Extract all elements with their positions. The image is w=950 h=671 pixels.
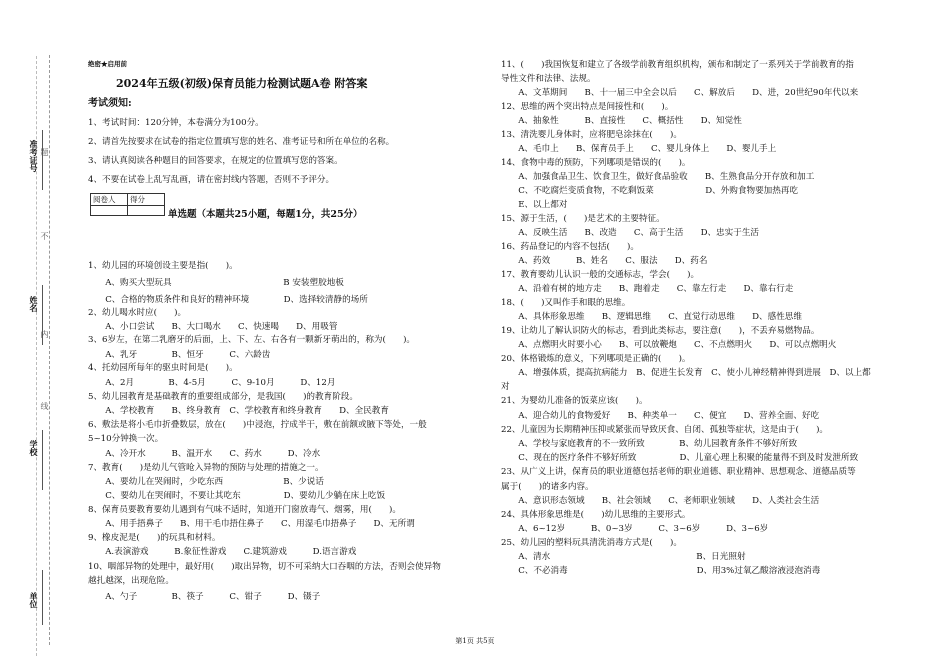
- question-line: A、加强食品卫生、饮食卫生，做好食品验收 B、生熟食品分开存放和加工: [501, 172, 815, 182]
- question-line: A、抽象性 B、直接性 C、概括性 D、知觉性: [501, 116, 742, 126]
- question-line: C、现在的医疗条件不够好所致 D、儿童心理上积聚的能量得不到及时发泄所致: [501, 453, 859, 463]
- secret-label: 绝密★启用前: [88, 60, 127, 68]
- question-line: A、迎合幼儿的食物爱好 B、种类单一 C、便宜 D、营养全面、好吃: [501, 411, 820, 421]
- question-line: A、沿着有树的地方走 B、跑着走 C、靠左行走 D、靠右行走: [501, 284, 794, 294]
- question-line: 11、( )我国恢复和建立了各级学前教育组织机构，颁布和制定了一系列关于学前教育的指: [501, 60, 854, 70]
- question-line: A、学校与家庭教育的不一致所致 B、幼儿园教育条件不够好所致: [501, 439, 798, 449]
- question-line: A、毛巾上 B、保育员手上 C、婴儿身体上 D、婴儿手上: [501, 144, 777, 154]
- question-line: 3、6岁左，在第二乳磨牙的后面，上、下、左、右各有一颗新牙萌出的，称为( )。: [88, 335, 416, 345]
- question-line: 5、幼儿园教育是基础教育的重要组成部分，是我国( )的教育阶段。: [88, 392, 358, 402]
- notice-item: 1、考试时间：120分钟，本卷满分为100分。: [88, 118, 264, 128]
- question-line: A、要幼儿在哭闹时，少吃东西 B、少说话: [88, 477, 324, 487]
- notice-item: 4、不要在试卷上乱写乱画，请在密封线内答题，否则不予评分。: [88, 175, 335, 185]
- seal-mark-inside: 内: [40, 330, 49, 338]
- notice-item: 2、请首先按要求在试卷的指定位置填写您的姓名、准考证号和所在单位的名称。: [88, 137, 395, 147]
- grader-label: 阅卷人: [91, 194, 128, 206]
- question-line: 对: [501, 382, 510, 392]
- name-label: 姓名: [29, 296, 39, 312]
- question-line: A、药效 B、姓名 C、服法 D、药名: [501, 256, 708, 266]
- notice-title: 考试须知:: [88, 98, 132, 109]
- question-line: A、增强体质，提高抗病能力 B、促进生长发育 C、使小儿神经精神得到进展 D、以上都: [501, 368, 871, 378]
- question-line: 7、教育( )是幼儿气管呛入异物的预防与处理的措施之一。: [88, 463, 324, 473]
- grader-field[interactable]: [91, 206, 128, 216]
- question-line: A、勺子 B、筷子 C、钳子 D、镊子: [88, 592, 321, 602]
- question-line: 19、让幼儿了解认识防火的标志，看到此类标志，要注意( )，不丢弃易燃物品。: [501, 326, 820, 336]
- question-line: C、合格的物质条件和良好的精神环境 D、选择较清静的场所: [88, 295, 368, 305]
- question-line: 18、( )又叫作手和眼的思维。: [501, 298, 631, 308]
- school-label: 学校: [29, 440, 39, 456]
- question-line: 13、清洗婴儿身体时，应将肥皂涂抹在( )。: [501, 130, 682, 140]
- question-line: 8、保育员要教育要幼儿遇到有气味不适时，知道开门窗放毒气、烟雾，用( )。: [88, 505, 401, 515]
- question-line: 17、教育婴幼儿认识一般的交通标志，学会( )。: [501, 270, 700, 280]
- question-line: A、具体形象思维 B、逻辑思维 C、直觉行动思维 D、感性思维: [501, 312, 802, 322]
- seal-mark-not: 不: [40, 232, 49, 240]
- question-line: 12、思维的两个突出特点是间接性和( )。: [501, 102, 674, 112]
- question-line: 15、源于生活，( )是艺术的主要特征。: [501, 214, 665, 224]
- question-line: 16、药品登记的内容不包括( )。: [501, 242, 639, 252]
- binding-margin: [0, 0, 60, 671]
- question-line: 2、幼儿喝水时应( )。: [88, 308, 187, 318]
- question-line: 10、咽部异物的处理中，最好用( )取出异物，切不可采纳大口吞咽的方法，否则会使异物: [88, 562, 441, 572]
- question-line: 22、儿童因为长期精神压抑或紧张而导致厌食、自闭、孤独等症状，这是由于( )。: [501, 425, 829, 435]
- question-line: A、冷开水 B、温开水 C、药水 D、冷水: [88, 449, 321, 459]
- score-field[interactable]: [128, 206, 165, 216]
- question-line: A、购买大型玩具 B 安装塑胶地板: [88, 278, 344, 288]
- question-line: C、不必消毒 D、用3%过氧乙酸溶液浸泡消毒: [501, 566, 821, 576]
- question-line: A、点燃明火时要小心 B、可以放鞭炮 C、不点燃明火 D、可以点燃明火: [501, 340, 837, 350]
- exam-number-field-line: [42, 130, 43, 190]
- question-line: 导性文件和法律、法规。: [501, 74, 596, 84]
- question-line: C、要幼儿在哭闹时，不要让其吃东 D、要幼儿少躺在床上吃饭: [88, 491, 386, 501]
- seal-line: [49, 55, 50, 645]
- question-line: C、不吃腐烂变质食物，不吃剩饭菜 D、外购食物要加热再吃: [501, 186, 799, 196]
- seal-mark-line: 线: [40, 402, 49, 410]
- unit-field-line: [42, 570, 43, 625]
- school-field-line: [42, 430, 43, 490]
- question-line: A、用手捂鼻子 B、用干毛巾捂住鼻子 C、用湿毛巾捂鼻子 D、无所谓: [88, 519, 415, 529]
- question-line: A、文革期间 B、十一届三中全会以后 C、解放后 D、进，20世纪90年代以来: [501, 88, 859, 98]
- question-line: A.表演游戏 B.象征性游戏 C.建筑游戏 D.语言游戏: [88, 547, 357, 557]
- question-line: 25、幼儿园的塑料玩具清洗消毒方式是( )。: [501, 538, 682, 548]
- question-line: 6、敷法是将小毛巾折叠数层，放在( )中浸泡，拧成半干，敷在前额或腋下等处，一般: [88, 420, 427, 430]
- question-line: A、乳牙 B、恒牙 C、六龄齿: [88, 350, 271, 360]
- question-line: 20、体格锻炼的意义，下列哪项是正确的( )。: [501, 354, 691, 364]
- exam-number-label: 准考证号: [29, 140, 39, 172]
- question-line: 4、托幼园所每年的驱虫时间是( )。: [88, 363, 238, 373]
- question-line: 越扎越深，出现危险。: [88, 576, 174, 586]
- question-line: E、以上都对: [501, 200, 568, 210]
- unit-label: 单位: [29, 592, 39, 608]
- question-line: 属于( )的诸多内容。: [501, 482, 594, 492]
- seal-mark-question: 题: [40, 148, 49, 156]
- question-line: A、清水 B、日光照射: [501, 552, 746, 562]
- question-line: 24、具体形象思维是( )幼儿思维的主要形式。: [501, 510, 691, 520]
- question-line: A、小口尝试 B、大口喝水 C、快速喝 D、用吸管: [88, 322, 338, 332]
- question-line: A、学校教育 B、终身教育 C、学校教育和终身教育 D、全民教育: [88, 406, 389, 416]
- question-line: A、6~12岁 B、0~3岁 C、3~6岁 D、3~6岁: [501, 524, 769, 534]
- section-title: 单选题（本题共25小题，每题1分，共25分）: [168, 209, 363, 220]
- exam-title: 2024年五级(初级)保育员能力检测试题A卷 附答案: [116, 77, 368, 90]
- question-line: 23、从广义上讲，保育员的职业道德包括老师的职业道德、职业精神、思想观念、道德品质等: [501, 467, 856, 477]
- question-line: A、反映生活 B、改造 C、高于生活 D、忠实于生活: [501, 228, 760, 238]
- question-line: 14、食物中毒的预防，下列哪项是错误的( )。: [501, 158, 691, 168]
- score-label: 得分: [128, 194, 165, 206]
- question-line: 1、幼儿园的环境创设主要是指( )。: [88, 261, 238, 271]
- page-footer: 第1页 共5页: [455, 637, 495, 645]
- question-line: 5~10分钟换一次。: [88, 434, 164, 444]
- notice-item: 3、请认真阅读各种题目的回答要求，在规定的位置填写您的答案。: [88, 156, 343, 166]
- question-line: A、意识形态领域 B、社会领域 C、老师职业领域 D、人类社会生活: [501, 496, 820, 506]
- score-box: [90, 193, 165, 216]
- question-line: 9、橡皮泥是( )的玩具和材料。: [88, 533, 221, 543]
- question-line: 21、为婴幼儿准备的饭菜应该( )。: [501, 396, 648, 406]
- question-line: A、2月 B、4-5月 C、9-10月 D、12月: [88, 378, 336, 388]
